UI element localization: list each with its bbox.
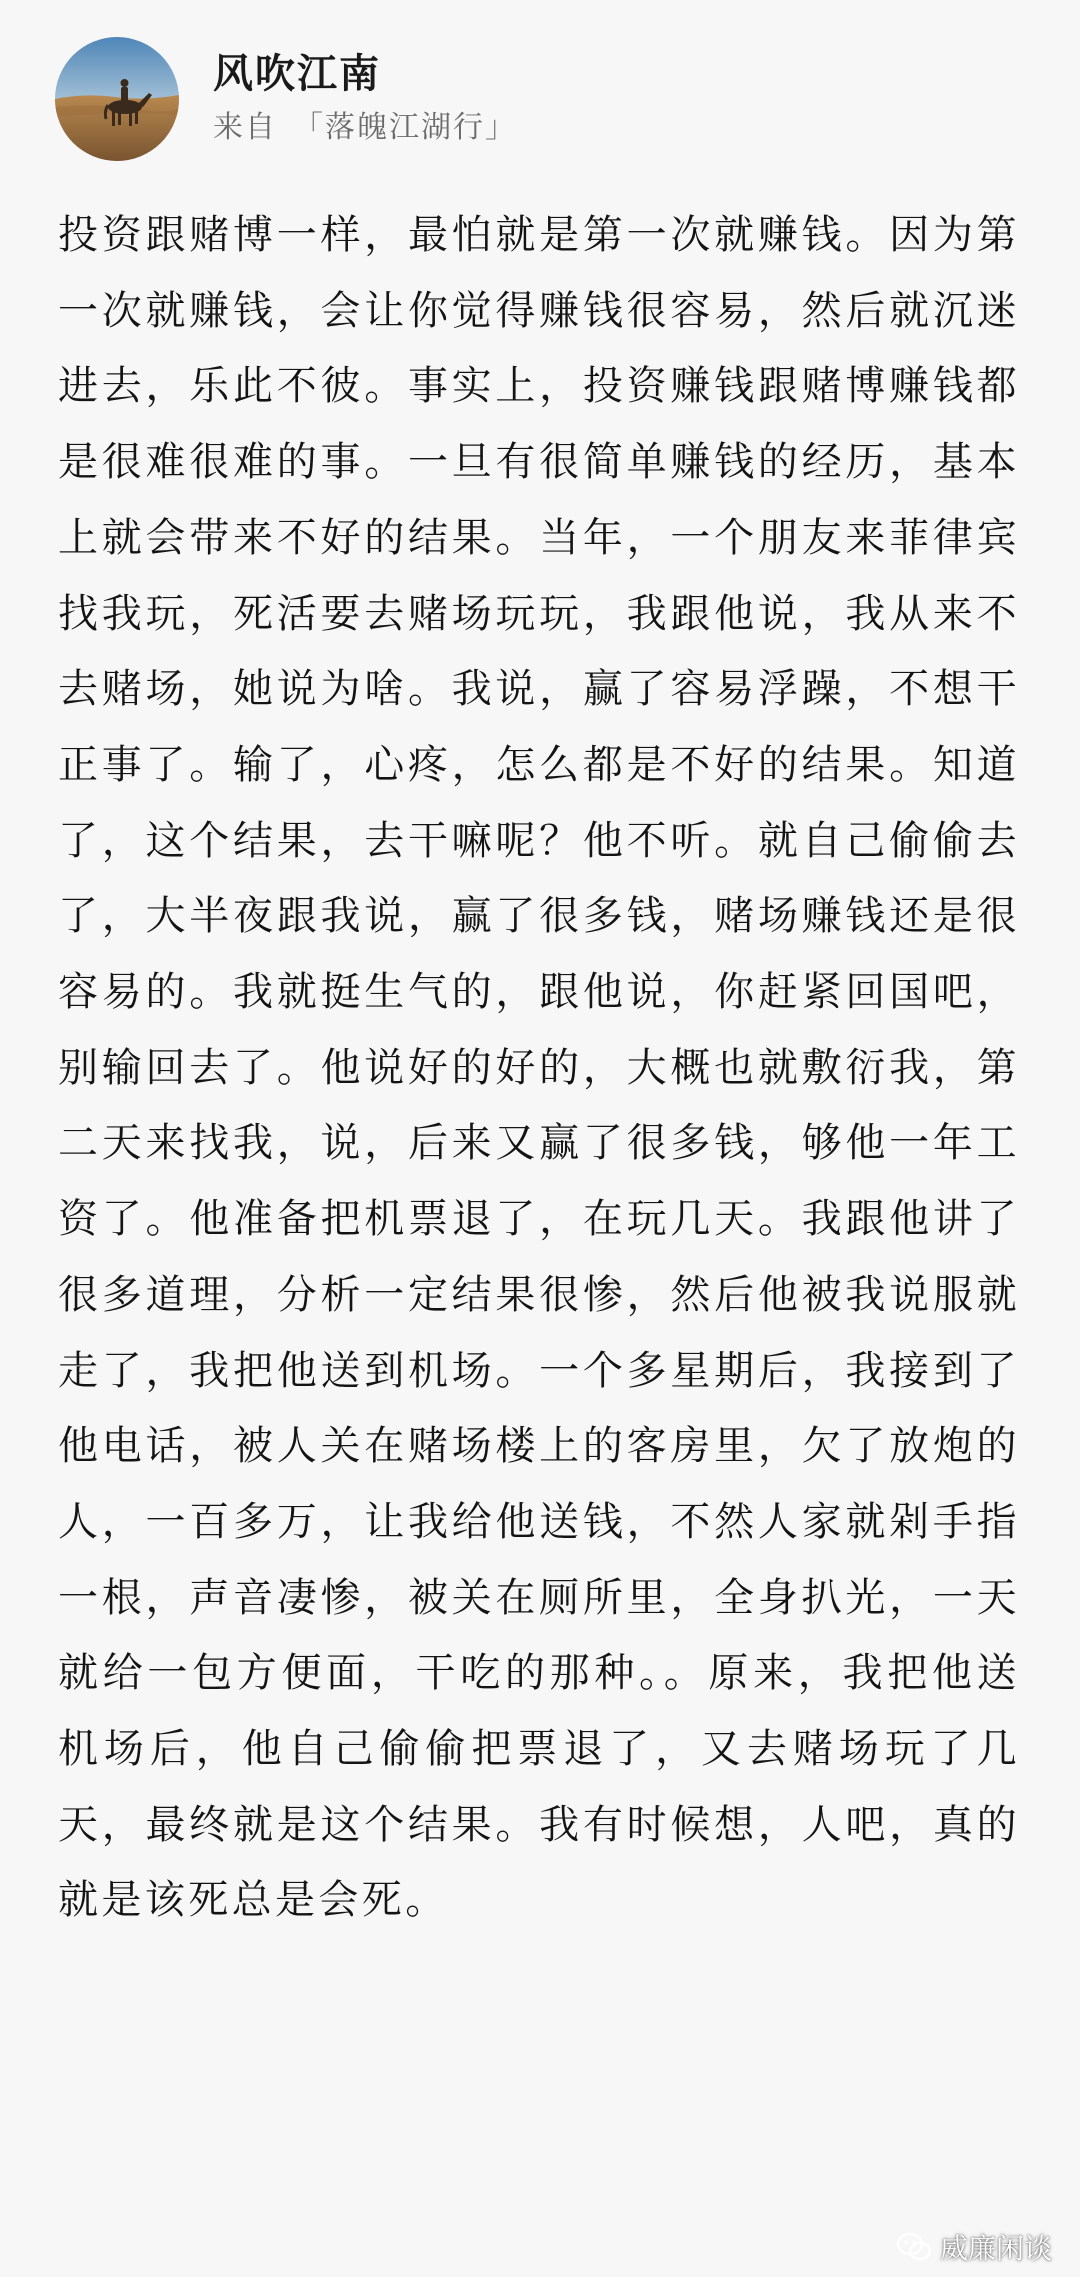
avatar-photo-icon: [55, 37, 179, 161]
username[interactable]: 风吹江南: [213, 50, 381, 97]
avatar[interactable]: [55, 37, 179, 161]
user-meta: [213, 46, 517, 152]
post-text: 投资跟赌博一样，最怕就是第一次就赚钱。因为第一次就赚钱，会让你觉得赚钱很容易，然后就沉迷进去，乐此不彼。事实上，投资赚钱跟赌博赚钱都是很难很难的事。一旦有很简单赚钱的经历，基本上就会带来不好的结果。当年，一个朋友来菲律宾找我玩，死活要去赌场玩玩，我跟他说，我从来不去赌场，她说为啥。我说，赢了容易浮躁，不想干正事了。输了，心疼，怎么都是不好的结果。知道了，这个结果，去干嘛呢？他不听。就自己偷偷去了，大半夜跟我说，赢了很多钱，赌场赚钱还是很容易的。我就挺生气的，跟他说，你赶紧回国吧，别输回去了。他说好的好的，大概也就敷衍我，第二天来找我，说，后来又赢了很多钱，够他一年工资了。他准备把机票退了，在玩几天。我跟他讲了很多道理，分析一定结果很惨，然后他被我说服就走了，我把他送到机场。一个多星期后，我接到了他电话，被人关在赌场楼上的客房里，欠了放炮的人，一百多万，让我给他送钱，不然人家就剁手指一根，声音凄惨，被关在厕所里，全身扒光，一天就给一包方便面，干吃的那种。。原来，我把他送机场后，他自己偷偷把票退了，又去赌场玩了几天，最终就是这个结果。我有时候想，人吧，真的就是该死总是会死。: [58, 212, 1020, 1924]
watermark-text: 威廉闲谈: [939, 2232, 1052, 2265]
wechat-icon: [896, 2232, 932, 2262]
source-line: [213, 104, 517, 152]
watermark: [896, 2227, 1052, 2267]
source-name[interactable]: 「落魄江湖行」: [293, 110, 517, 145]
source-prefix: 来自: [213, 110, 277, 145]
post-body: [58, 198, 1020, 1939]
post-header: [55, 35, 517, 163]
